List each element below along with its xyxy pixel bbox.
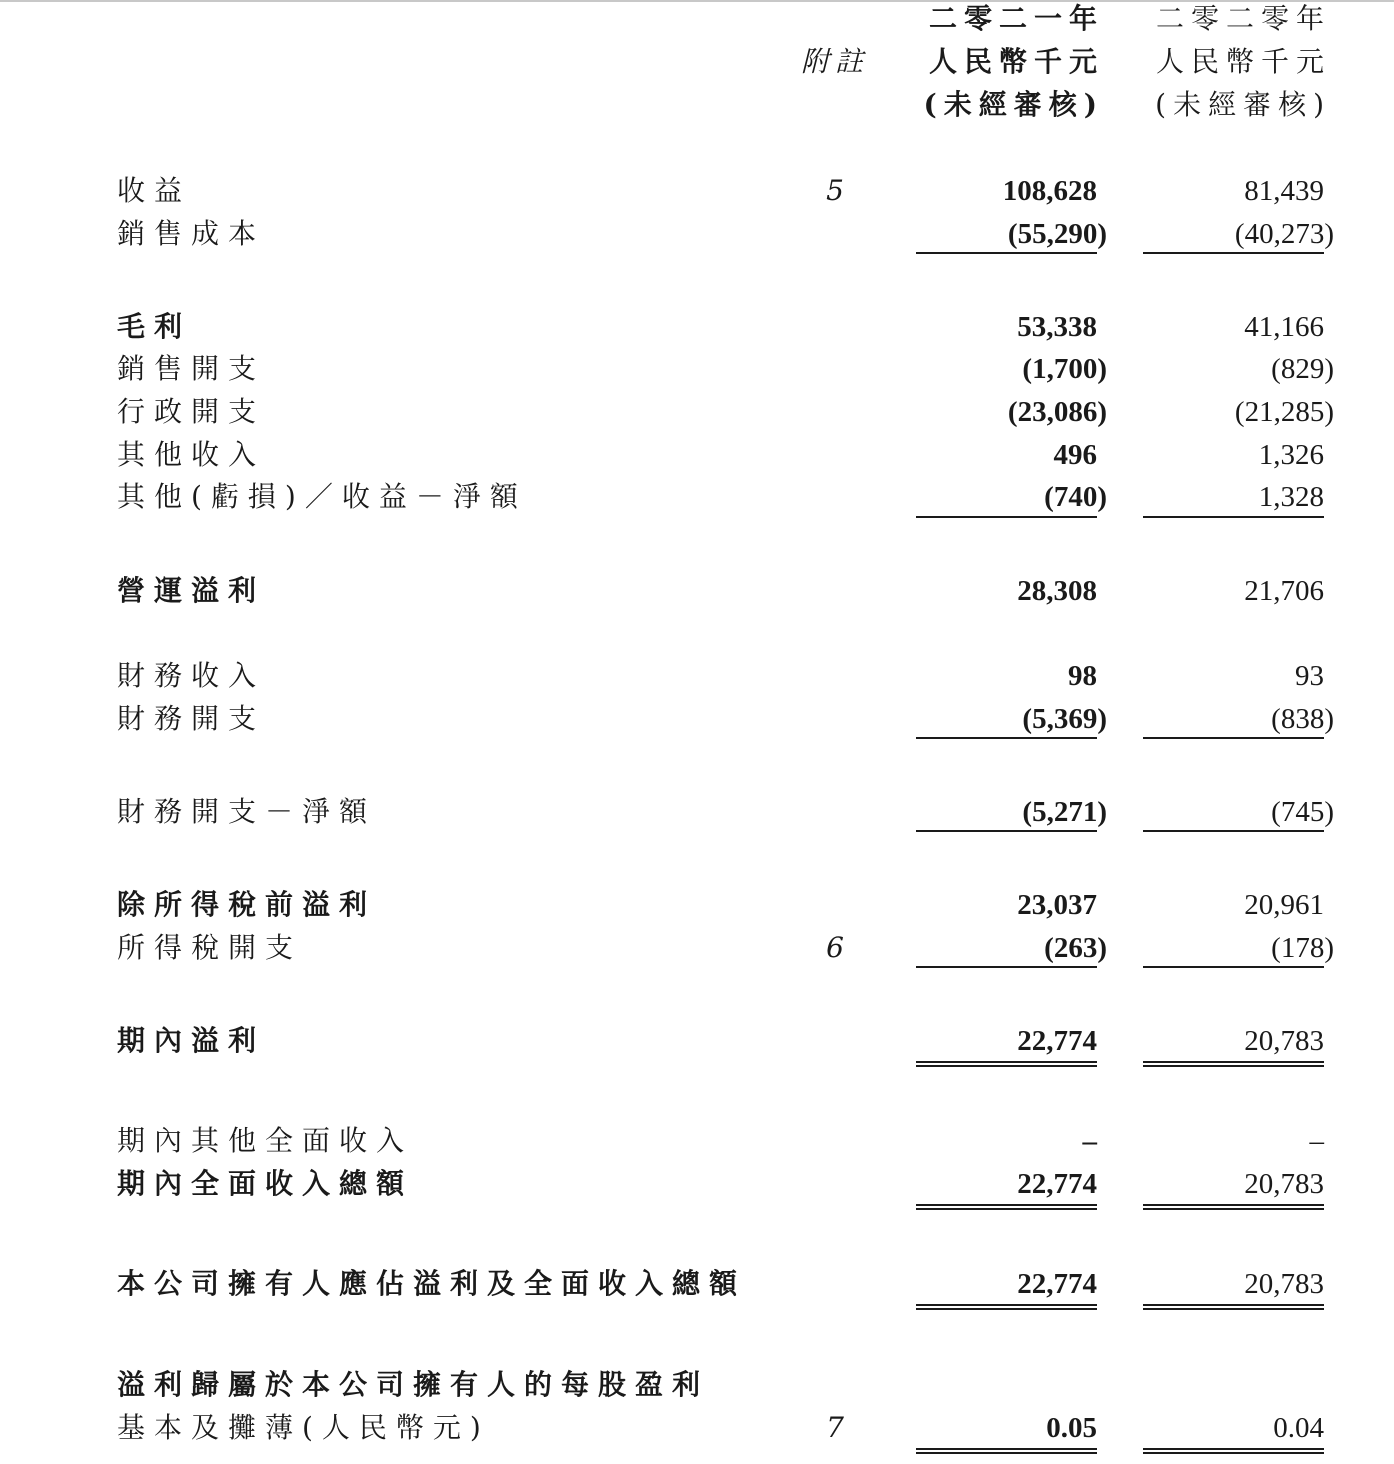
row-finance-costs [0, 700, 1394, 740]
total-double-rule-prior [1143, 1448, 1324, 1454]
row-admin-expenses [0, 393, 1394, 433]
row-label: 財務收入 [117, 659, 266, 692]
row-label: 銷售開支 [117, 352, 266, 385]
prior-value: 93 [1295, 660, 1324, 692]
prior-value: (829) [1271, 353, 1334, 385]
row-label: 本公司擁有人應佔溢利及全面收入總額 [117, 1267, 747, 1300]
current-value: 496 [1053, 439, 1097, 471]
total-double-rule-current [916, 1304, 1097, 1310]
prior-value: 0.04 [1273, 1412, 1324, 1444]
row-other-comprehensive-income [0, 1122, 1394, 1162]
prior-value: (745) [1271, 796, 1334, 828]
row-label: 除所得稅前溢利 [117, 888, 377, 921]
subtotal-rule-prior [1143, 737, 1324, 739]
row-gross-profit [0, 308, 1394, 348]
prior-value: (40,273) [1234, 218, 1334, 250]
row-revenue [0, 172, 1394, 212]
row-income-tax [0, 929, 1394, 969]
row-label: 行政開支 [117, 395, 266, 428]
current-audit-header: (未經審核) [923, 88, 1104, 121]
prior-value: 20,783 [1244, 1025, 1324, 1057]
current-value: (23,086) [1007, 396, 1107, 428]
row-label: 所得稅開支 [117, 931, 303, 964]
subtotal-rule-current [916, 830, 1097, 832]
total-double-rule-prior [1143, 1204, 1324, 1210]
subtotal-rule-prior [1143, 252, 1324, 254]
current-value: (5,271) [1022, 796, 1107, 828]
prior-value: 41,166 [1244, 311, 1324, 343]
current-value: (740) [1044, 481, 1107, 513]
subtotal-rule-current [916, 737, 1097, 739]
row-note: 5 [826, 174, 844, 207]
current-value: 53,338 [1017, 311, 1097, 343]
current-value: (263) [1044, 932, 1107, 964]
row-other-gains-losses [0, 478, 1394, 518]
current-value: 28,308 [1017, 575, 1097, 607]
prior-value: 1,328 [1258, 481, 1324, 513]
row-other-income [0, 436, 1394, 476]
prior-value: 20,783 [1244, 1268, 1324, 1300]
prior-value: (178) [1271, 932, 1334, 964]
row-label: 期內其他全面收入 [117, 1124, 414, 1157]
row-profit-before-tax [0, 886, 1394, 926]
row-label: 收益 [117, 174, 192, 207]
row-label: 銷售成本 [117, 217, 266, 250]
row-finance-costs-net [0, 793, 1394, 833]
subtotal-rule-current [916, 966, 1097, 968]
row-label: 期內全面收入總額 [117, 1167, 414, 1200]
prior-value: (838) [1271, 703, 1334, 735]
current-value: 98 [1068, 660, 1097, 692]
current-value: 22,774 [1017, 1168, 1097, 1200]
prior-year-header: 二零二零年 [1155, 2, 1331, 35]
subtotal-rule-prior [1143, 516, 1324, 518]
row-note: 7 [826, 1411, 844, 1444]
row-label: 其他(虧損)／收益－淨額 [117, 480, 527, 513]
current-value: – [1082, 1125, 1097, 1157]
row-label: 期內溢利 [117, 1024, 266, 1057]
current-value: (1,700) [1022, 353, 1107, 385]
prior-value: 20,783 [1244, 1168, 1324, 1200]
current-value: 108,628 [1002, 175, 1097, 207]
current-unit-header: 人民幣千元 [928, 45, 1104, 78]
total-double-rule-prior [1143, 1304, 1324, 1310]
subtotal-rule-current [916, 252, 1097, 254]
prior-value: 1,326 [1258, 439, 1324, 471]
row-label: 溢利歸屬於本公司擁有人的每股盈利 [117, 1368, 710, 1401]
row-selling-expenses [0, 350, 1394, 390]
current-value: (5,369) [1022, 703, 1107, 735]
total-double-rule-prior [1143, 1061, 1324, 1067]
total-double-rule-current [916, 1204, 1097, 1210]
row-finance-income [0, 657, 1394, 697]
prior-value: 21,706 [1244, 575, 1324, 607]
row-eps-basic-diluted [0, 1409, 1394, 1449]
current-year-header: 二零二一年 [928, 2, 1104, 35]
total-double-rule-current [916, 1448, 1097, 1454]
row-cost-of-sales [0, 215, 1394, 255]
current-value: 23,037 [1017, 889, 1097, 921]
row-eps-heading [0, 1366, 1394, 1406]
subtotal-rule-prior [1143, 830, 1324, 832]
row-label: 毛利 [117, 310, 192, 343]
prior-value: 20,961 [1244, 889, 1324, 921]
row-attributable-to-owners [0, 1265, 1394, 1305]
row-label: 其他收入 [117, 438, 266, 471]
current-value: 0.05 [1046, 1412, 1097, 1444]
row-label: 財務開支－淨額 [117, 795, 377, 828]
current-value: (55,290) [1007, 218, 1107, 250]
subtotal-rule-prior [1143, 966, 1324, 968]
prior-unit-header: 人民幣千元 [1155, 45, 1331, 78]
row-total-comprehensive-income [0, 1165, 1394, 1205]
row-profit-for-period [0, 1022, 1394, 1062]
current-value: 22,774 [1017, 1025, 1097, 1057]
row-label: 營運溢利 [117, 574, 266, 607]
note-column-header: 附註 [800, 45, 869, 78]
prior-value: – [1309, 1125, 1324, 1157]
row-label: 基本及攤薄(人民幣元) [117, 1411, 490, 1444]
row-label: 財務開支 [117, 702, 266, 735]
total-double-rule-current [916, 1061, 1097, 1067]
row-note: 6 [826, 931, 844, 964]
prior-value: (21,285) [1234, 396, 1334, 428]
current-value: 22,774 [1017, 1268, 1097, 1300]
row-operating-profit [0, 572, 1394, 612]
prior-value: 81,439 [1244, 175, 1324, 207]
prior-audit-header: (未經審核) [1155, 88, 1331, 121]
subtotal-rule-current [916, 516, 1097, 518]
